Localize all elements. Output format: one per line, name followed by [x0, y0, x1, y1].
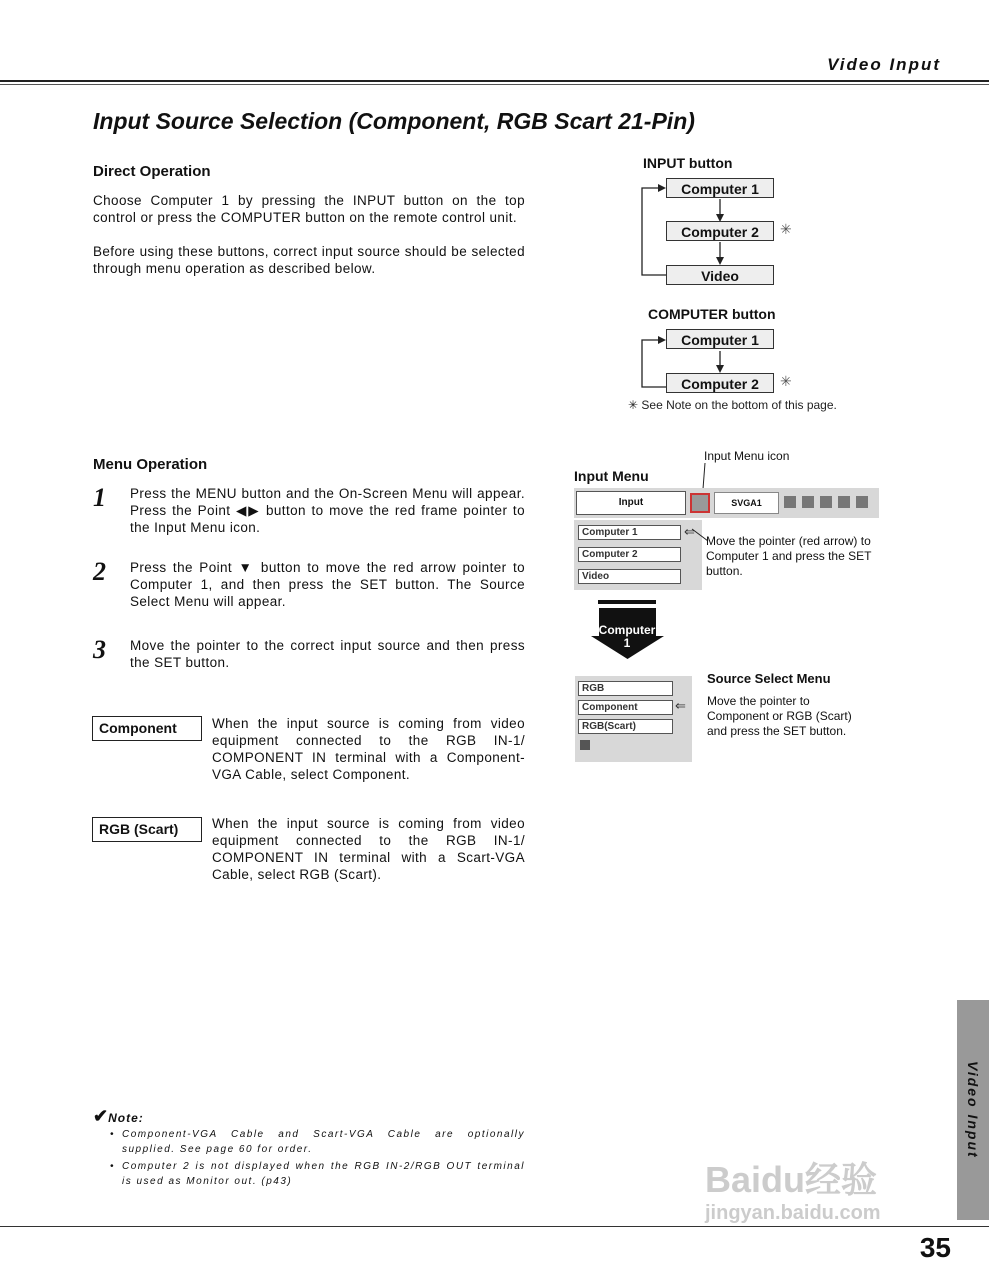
menu-icon — [838, 496, 850, 508]
section-header: Video Input — [827, 55, 941, 74]
asterisk-mark: ✳ — [780, 373, 792, 389]
input-menu-list — [574, 520, 702, 590]
input-menu-bar — [574, 488, 879, 518]
page-title: Input Source Selection (Component, RGB Scart 21-Pin) — [93, 108, 695, 134]
note-bullet: • — [110, 1129, 116, 1140]
step-text: Press the Point ▼ button to move the red arrow pointer to Computer 1, and then press the SET button. The Source Select Menu will appear. — [130, 560, 525, 609]
step-text: Move the pointer to the correct input source and then press the SET button. — [130, 638, 525, 670]
checkmark-icon: ✔ — [93, 1106, 109, 1126]
source-menu-item: RGB(Scart) — [578, 719, 673, 734]
watermark-url: jingyan.baidu.com — [705, 1202, 881, 1224]
note-section — [93, 1106, 144, 1127]
computer-item-computer1: Computer 1 — [666, 329, 774, 349]
input-menu-item: Video — [578, 569, 681, 584]
input-item-computer1: Computer 1 — [666, 178, 774, 198]
input-menu-mode: SVGA1 — [714, 492, 779, 514]
side-tab-label: Video Input — [965, 1061, 981, 1159]
page-number: 35 — [919, 1232, 951, 1263]
input-item-computer2: Computer 2 — [666, 221, 774, 241]
note-item: Component-VGA Cable and Scart-VGA Cable are optionally supplied. See page 60 for order. — [122, 1129, 525, 1155]
input-menu-icon-label: Input Menu icon — [704, 449, 790, 463]
red-arrow-pointer-icon: ⇐ — [675, 698, 686, 713]
step-number: 1 — [93, 483, 106, 512]
source-menu-item: Component — [578, 700, 673, 715]
asterisk-mark: ✳ — [780, 221, 792, 237]
menu-icon — [820, 496, 832, 508]
input-menu-item: Computer 2 — [578, 547, 681, 562]
note-item: Computer 2 is not displayed when the RGB IN-2/RGB OUT terminal is used as Monitor out. (p43) — [122, 1161, 525, 1187]
arrow-bar — [598, 600, 656, 604]
step-number: 2 — [93, 557, 106, 586]
source-select-menu — [575, 676, 692, 762]
input-menu-bar-label: Input — [576, 491, 686, 515]
header-rule — [0, 80, 989, 82]
component-description: When the input source is coming from video equipment connected to the RGB IN-1/ COMPONENT IN terminal with a Component-VGA Cable, select Component. — [212, 716, 525, 782]
menu-icon — [856, 496, 868, 508]
input-menu-icon — [690, 493, 710, 513]
direct-operation-para1: Choose Computer 1 by pressing the INPUT button on the top control or press the COMPUTER button on the remote control unit. — [93, 193, 525, 225]
computer-button-label: COMPUTER button — [648, 306, 776, 322]
input-item-video: Video — [666, 265, 774, 285]
input-menu-item: Computer 1 — [578, 525, 681, 540]
source-menu-callout: Move the pointer to Component or RGB (Scart) and press the SET button. — [707, 694, 852, 738]
watermark-logo: Baidu经验 — [705, 1159, 878, 1200]
asterisk-footnote: ✳ See Note on the bottom of this page. — [628, 398, 837, 412]
note-bullet: • — [110, 1161, 116, 1172]
direct-operation-para2: Before using these buttons, correct input source should be selected through menu operation as described below. — [93, 244, 525, 276]
step-text: Press the MENU button and the On-Screen Menu will appear. Press the Point ◀▶ button to move the red frame pointer to the Input Menu icon. — [130, 486, 525, 535]
step-number: 3 — [93, 635, 106, 664]
exit-icon — [580, 740, 590, 750]
footer-rule — [0, 1226, 989, 1227]
menu-operation-heading: Menu Operation — [93, 456, 208, 473]
header-rule-thin — [0, 84, 989, 85]
direct-operation-heading: Direct Operation — [93, 163, 211, 180]
arrow-label: Computer 1 — [598, 623, 656, 650]
menu-icon — [784, 496, 796, 508]
input-menu-title: Input Menu — [574, 468, 649, 484]
component-label-box: Component — [92, 716, 202, 741]
side-tab — [957, 1000, 989, 1220]
menu-icon — [802, 496, 814, 508]
rgb-scart-label-box: RGB (Scart) — [92, 817, 202, 842]
source-menu-item: RGB — [578, 681, 673, 696]
rgb-scart-description: When the input source is coming from video equipment connected to the RGB IN-1/ COMPONENT IN terminal with a Scart-VGA Cable, select RGB (Scart). — [212, 816, 525, 882]
source-menu-title: Source Select Menu — [707, 671, 831, 686]
input-menu-callout: Move the pointer (red arrow) to Computer 1 and press the SET button. — [706, 534, 872, 578]
input-button-label: INPUT button — [643, 155, 733, 171]
icon-pointer-line — [700, 461, 710, 491]
computer-item-computer2: Computer 2 — [666, 373, 774, 393]
red-arrow-pointer-icon: ⇐ — [684, 524, 695, 539]
note-title: Note: — [108, 1111, 144, 1125]
